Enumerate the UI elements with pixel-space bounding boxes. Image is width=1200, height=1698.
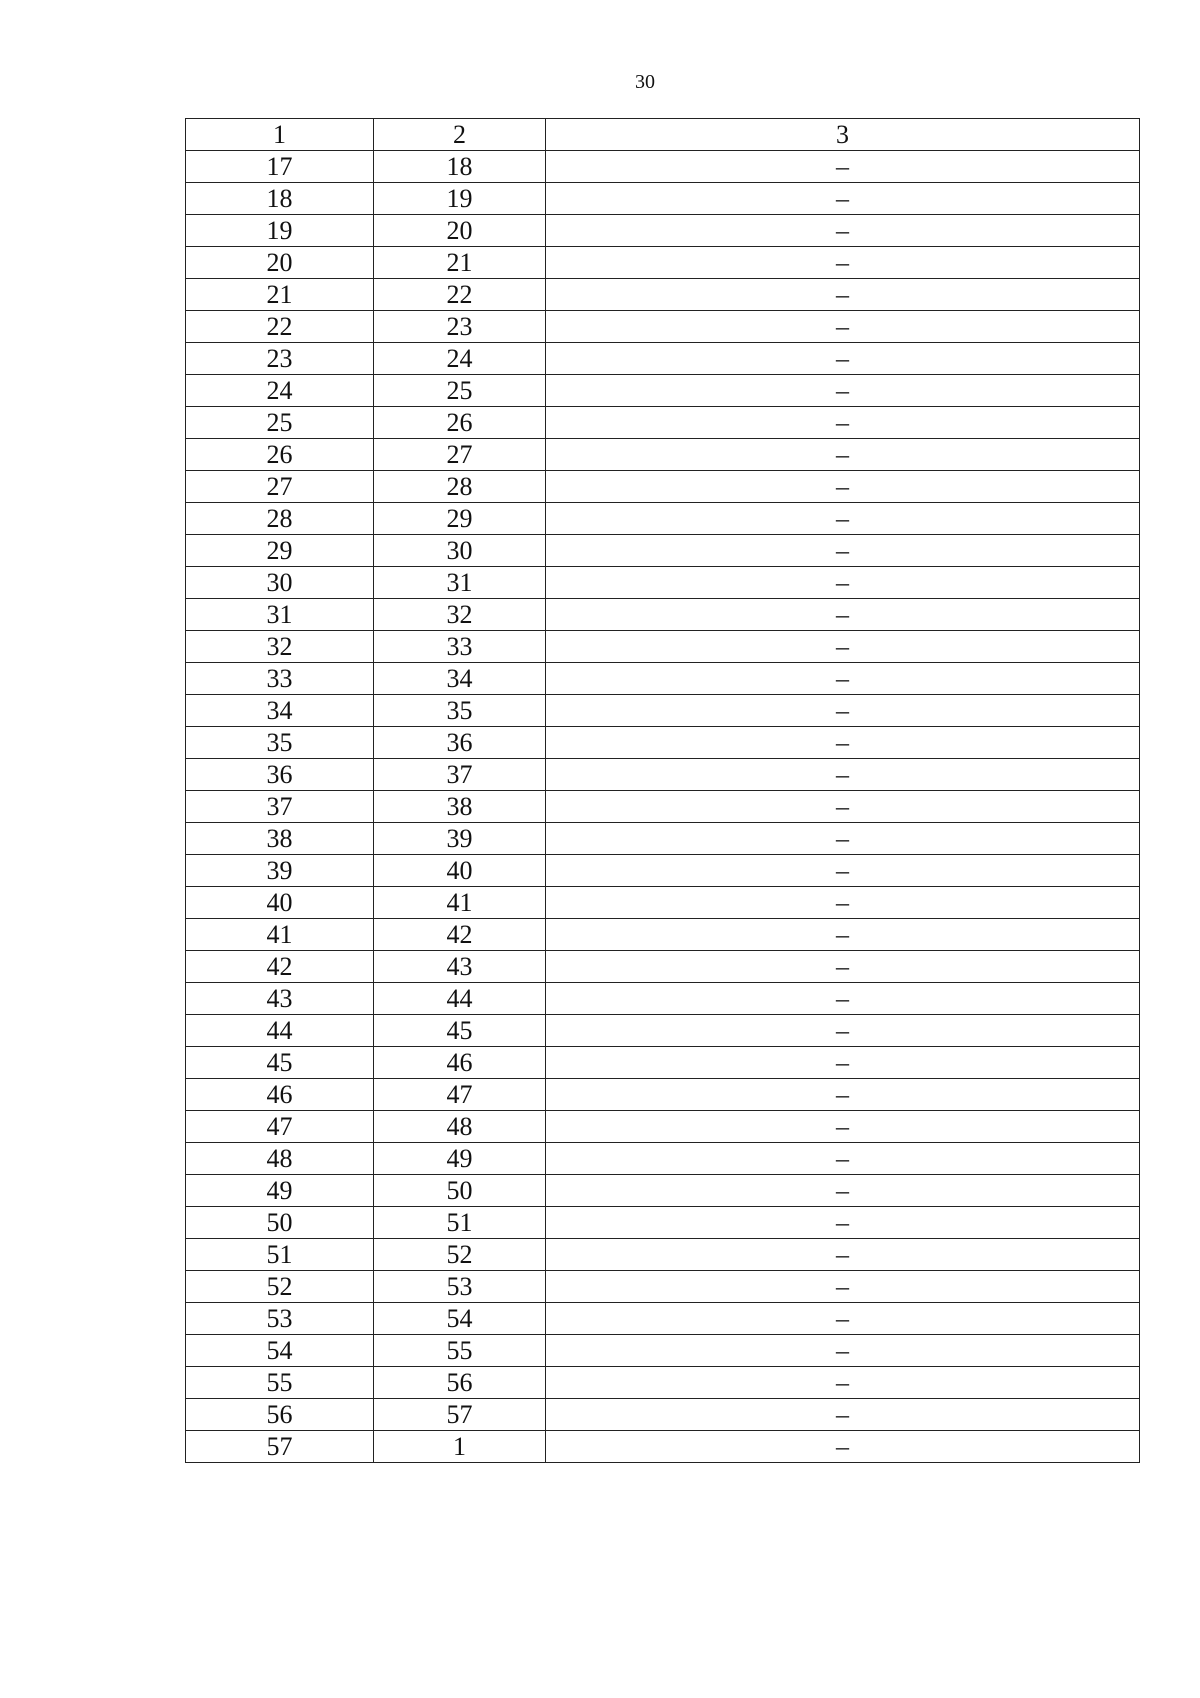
table-cell-col-2: 30 <box>374 535 546 567</box>
data-table <box>185 118 1140 1463</box>
table-cell-col-1: 47 <box>186 1111 374 1143</box>
table-cell-col-1: 57 <box>186 1431 374 1463</box>
table-cell-col-3: – <box>546 855 1140 887</box>
table-cell-col-1: 33 <box>186 663 374 695</box>
table-row <box>186 567 1140 599</box>
table-row <box>186 375 1140 407</box>
table-cell-col-2: 43 <box>374 951 546 983</box>
table-row <box>186 279 1140 311</box>
table-cell-col-2: 39 <box>374 823 546 855</box>
table-cell-col-1: 34 <box>186 695 374 727</box>
table-cell-col-2: 33 <box>374 631 546 663</box>
table-row <box>186 791 1140 823</box>
table-cell-col-2: 26 <box>374 407 546 439</box>
table-cell-col-1: 49 <box>186 1175 374 1207</box>
table-cell-col-1: 46 <box>186 1079 374 1111</box>
table-cell-col-3: – <box>546 695 1140 727</box>
table-cell-col-1: 53 <box>186 1303 374 1335</box>
table-row <box>186 919 1140 951</box>
table-cell-col-3: – <box>546 759 1140 791</box>
table-cell-col-3: – <box>546 247 1140 279</box>
table-cell-col-3: – <box>546 599 1140 631</box>
table-cell-col-2: 57 <box>374 1399 546 1431</box>
table-cell-col-3: – <box>546 823 1140 855</box>
table-cell-col-1: 19 <box>186 215 374 247</box>
table-row <box>186 1143 1140 1175</box>
table-row <box>186 1079 1140 1111</box>
table-row <box>186 759 1140 791</box>
table-row <box>186 887 1140 919</box>
table-cell-col-2: 55 <box>374 1335 546 1367</box>
table-cell-col-2: 20 <box>374 215 546 247</box>
table-row <box>186 1207 1140 1239</box>
table-cell-col-2: 28 <box>374 471 546 503</box>
table-cell-col-2: 24 <box>374 343 546 375</box>
table-row <box>186 663 1140 695</box>
table-cell-col-1: 40 <box>186 887 374 919</box>
table-row <box>186 1175 1140 1207</box>
table-body <box>186 151 1140 1463</box>
table-row <box>186 183 1140 215</box>
table-cell-col-2: 50 <box>374 1175 546 1207</box>
table-cell-col-3: – <box>546 887 1140 919</box>
table-cell-col-3: – <box>546 503 1140 535</box>
table-row <box>186 343 1140 375</box>
table-cell-col-2: 36 <box>374 727 546 759</box>
table-cell-col-3: – <box>546 375 1140 407</box>
table-cell-col-1: 32 <box>186 631 374 663</box>
table-cell-col-3: – <box>546 1271 1140 1303</box>
page-number: 30 <box>635 71 655 93</box>
table-cell-col-1: 37 <box>186 791 374 823</box>
table-cell-col-2: 53 <box>374 1271 546 1303</box>
table-cell-col-3: – <box>546 183 1140 215</box>
table-cell-col-1: 45 <box>186 1047 374 1079</box>
table-row <box>186 983 1140 1015</box>
table-row <box>186 855 1140 887</box>
table-cell-col-1: 50 <box>186 1207 374 1239</box>
table-cell-col-2: 44 <box>374 983 546 1015</box>
table-row <box>186 1015 1140 1047</box>
table-cell-col-2: 25 <box>374 375 546 407</box>
table-row <box>186 1367 1140 1399</box>
table-row <box>186 471 1140 503</box>
table-header-row <box>186 119 1140 151</box>
table-cell-col-1: 48 <box>186 1143 374 1175</box>
table-cell-col-3: – <box>546 1335 1140 1367</box>
table-cell-col-3: – <box>546 631 1140 663</box>
table-cell-col-2: 37 <box>374 759 546 791</box>
table-cell-col-2: 23 <box>374 311 546 343</box>
table-row <box>186 1111 1140 1143</box>
table-row <box>186 151 1140 183</box>
table-row <box>186 1335 1140 1367</box>
table-cell-col-1: 51 <box>186 1239 374 1271</box>
table-cell-col-1: 31 <box>186 599 374 631</box>
table-row <box>186 1399 1140 1431</box>
table-cell-col-1: 43 <box>186 983 374 1015</box>
table-row <box>186 311 1140 343</box>
table-cell-col-3: – <box>546 343 1140 375</box>
table-cell-col-3: – <box>546 1367 1140 1399</box>
table-cell-col-1: 17 <box>186 151 374 183</box>
table-row <box>186 1303 1140 1335</box>
table-cell-col-1: 27 <box>186 471 374 503</box>
table-cell-col-1: 55 <box>186 1367 374 1399</box>
table-row <box>186 599 1140 631</box>
table-cell-col-3: – <box>546 1015 1140 1047</box>
table-cell-col-2: 32 <box>374 599 546 631</box>
table-cell-col-3: – <box>546 1207 1140 1239</box>
table-cell-col-3: – <box>546 439 1140 471</box>
column-header-3: 3 <box>546 119 1140 151</box>
table-cell-col-3: – <box>546 407 1140 439</box>
table-row <box>186 695 1140 727</box>
table-cell-col-1: 54 <box>186 1335 374 1367</box>
table-cell-col-2: 31 <box>374 567 546 599</box>
table-row <box>186 247 1140 279</box>
table-row <box>186 631 1140 663</box>
table-cell-col-3: – <box>546 1303 1140 1335</box>
table-cell-col-2: 38 <box>374 791 546 823</box>
table-cell-col-2: 29 <box>374 503 546 535</box>
table-cell-col-3: – <box>546 663 1140 695</box>
table-cell-col-2: 18 <box>374 151 546 183</box>
table-row <box>186 215 1140 247</box>
table-cell-col-1: 52 <box>186 1271 374 1303</box>
table-cell-col-3: – <box>546 951 1140 983</box>
table-row <box>186 439 1140 471</box>
table-cell-col-2: 21 <box>374 247 546 279</box>
table-cell-col-2: 48 <box>374 1111 546 1143</box>
table-cell-col-1: 41 <box>186 919 374 951</box>
table-row <box>186 1239 1140 1271</box>
table-cell-col-3: – <box>546 471 1140 503</box>
table-row <box>186 1047 1140 1079</box>
table-cell-col-3: – <box>546 151 1140 183</box>
table-cell-col-3: – <box>546 727 1140 759</box>
table-cell-col-2: 54 <box>374 1303 546 1335</box>
table-cell-col-3: – <box>546 983 1140 1015</box>
table-cell-col-1: 18 <box>186 183 374 215</box>
table-cell-col-2: 45 <box>374 1015 546 1047</box>
table-cell-col-2: 19 <box>374 183 546 215</box>
table-cell-col-2: 49 <box>374 1143 546 1175</box>
table-cell-col-2: 47 <box>374 1079 546 1111</box>
table-cell-col-2: 27 <box>374 439 546 471</box>
table-row <box>186 1431 1140 1463</box>
table-cell-col-2: 56 <box>374 1367 546 1399</box>
table-cell-col-3: – <box>546 919 1140 951</box>
table-cell-col-2: 51 <box>374 1207 546 1239</box>
table-cell-col-3: – <box>546 535 1140 567</box>
table-cell-col-1: 56 <box>186 1399 374 1431</box>
table-cell-col-1: 24 <box>186 375 374 407</box>
table-cell-col-3: – <box>546 1431 1140 1463</box>
table-cell-col-1: 25 <box>186 407 374 439</box>
table-cell-col-2: 1 <box>374 1431 546 1463</box>
table-cell-col-3: – <box>546 1111 1140 1143</box>
table-cell-col-1: 38 <box>186 823 374 855</box>
table-cell-col-1: 21 <box>186 279 374 311</box>
table-cell-col-1: 30 <box>186 567 374 599</box>
table-cell-col-1: 42 <box>186 951 374 983</box>
table-row <box>186 503 1140 535</box>
table-cell-col-1: 36 <box>186 759 374 791</box>
table-cell-col-1: 44 <box>186 1015 374 1047</box>
table-cell-col-1: 23 <box>186 343 374 375</box>
table-cell-col-2: 22 <box>374 279 546 311</box>
table-cell-col-1: 29 <box>186 535 374 567</box>
table-cell-col-3: – <box>546 1239 1140 1271</box>
table-cell-col-2: 42 <box>374 919 546 951</box>
table-cell-col-3: – <box>546 567 1140 599</box>
table-cell-col-2: 35 <box>374 695 546 727</box>
table-row <box>186 535 1140 567</box>
table-row <box>186 823 1140 855</box>
column-header-1: 1 <box>186 119 374 151</box>
table-cell-col-1: 22 <box>186 311 374 343</box>
table-cell-col-2: 34 <box>374 663 546 695</box>
table-cell-col-3: – <box>546 311 1140 343</box>
table-row <box>186 1271 1140 1303</box>
table-cell-col-2: 40 <box>374 855 546 887</box>
column-header-2: 2 <box>374 119 546 151</box>
table-cell-col-3: – <box>546 1399 1140 1431</box>
table-cell-col-3: – <box>546 215 1140 247</box>
table-cell-col-1: 35 <box>186 727 374 759</box>
table-cell-col-1: 28 <box>186 503 374 535</box>
table-cell-col-3: – <box>546 1175 1140 1207</box>
table-cell-col-2: 41 <box>374 887 546 919</box>
table-cell-col-3: – <box>546 791 1140 823</box>
table-row <box>186 951 1140 983</box>
table-row <box>186 407 1140 439</box>
table-cell-col-3: – <box>546 1079 1140 1111</box>
table-cell-col-3: – <box>546 1047 1140 1079</box>
table-cell-col-1: 39 <box>186 855 374 887</box>
table-cell-col-1: 20 <box>186 247 374 279</box>
table-cell-col-2: 52 <box>374 1239 546 1271</box>
table-cell-col-1: 26 <box>186 439 374 471</box>
table-cell-col-3: – <box>546 279 1140 311</box>
table-row <box>186 727 1140 759</box>
table-cell-col-3: – <box>546 1143 1140 1175</box>
table-cell-col-2: 46 <box>374 1047 546 1079</box>
